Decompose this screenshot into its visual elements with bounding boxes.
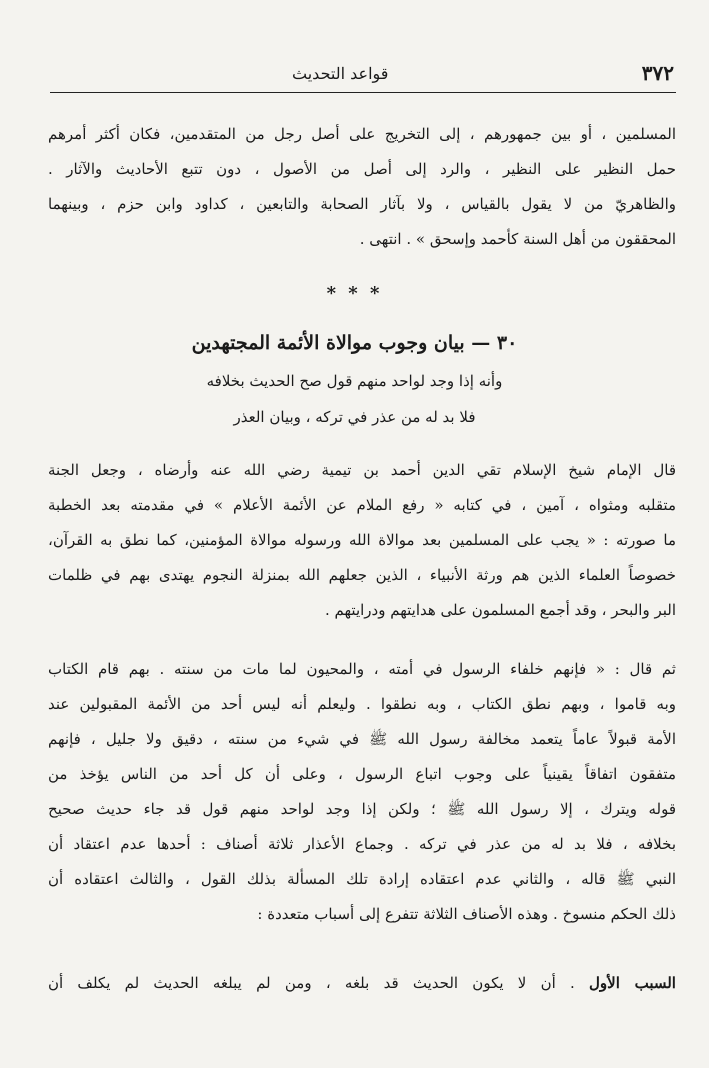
reason-heading: السبب الأول [589,974,676,992]
text-line: المحققون من أهل السنة كأحمد وإسحق » . انتهى . [359,230,676,248]
text-line: والظاهريّ من لا يقول بالقياس ، ولا بآثار الصحابة والتابعين ، كداود وابن حزم ، وبينهما [48,195,676,213]
paragraph-quote [48,652,676,932]
section-separator: * * * [326,283,383,304]
text-line: بخلافه ، فلا بد له من عذر في تركه . وجماع الأعذار ثلاثة أصناف : أحدها عدم اعتقاد أن [48,835,676,853]
section-heading: ٣٠ — بيان وجوب موالاة الأئمة المجتهدين [191,332,518,354]
reason-text: . أن لا يكون الحديث قد بلغه ، ومن لم يبلغه الحديث لم يكلف أن [48,974,575,992]
page-header [52,58,674,88]
page-number: ٣٧٢ [641,61,674,85]
text-line: ما صورته : « يجب على المسلمين بعد موالاة الله ورسوله موالاة المؤمنين، كما نطق به القرآن، [48,531,676,549]
section-subtitle: فلا بد له من عذر في تركه ، وبيان العذر [233,408,476,426]
text-line: وبه قاموا ، وبهم نطق الكتاب ، وبه نطقوا . وليعلم أنه ليس أحد من الأئمة المقبولين عند [48,695,676,713]
text-line: قال الإمام شيخ الإسلام تقي الدين أحمد بن تيمية رضي الله عنه وأرضاه ، وجعل الجنة [48,461,676,479]
intro-paragraph [48,117,676,257]
running-title: قواعد التحديث [292,63,389,83]
text-line: ثم قال : « فإنهم خلفاء الرسول في أمته ، والمحيون لما مات من سنته . بهم قام الكتاب [48,660,676,678]
text-line: البر والبحر ، وقد أجمع المسلمون على هدايتهم ودرايتهم . [324,601,676,619]
text-line: المسلمين ، أو بين جمهورهم ، إلى التخريج على أصل رجل من المتقدمين، فكان أكثر أمرهم [48,125,676,143]
text-line: الأمة قبولاً عاماً يتعمد مخالفة رسول الله ﷺ في شيء من سنته ، دقيق ولا جليل ، فإنهم [48,730,676,748]
text-line: ذلك الحكم منسوخ . وهذه الأصناف الثلاثة تتفرع إلى أسباب متعددة : [257,905,676,923]
paragraph-ibn-taymiyya [48,453,676,628]
paragraph-first-reason [48,966,676,1001]
header-rule [50,92,676,93]
text-line: قوله ويترك ، إلا رسول الله ﷺ ؛ ولكن إذا وجد لواحد منهم قول قد جاء حديث صحيح [48,800,676,818]
section-subtitle: وأنه إذا وجد لواحد منهم قول صح الحديث بخلافه [206,372,503,390]
text-line: متقلبه ومثواه ، آمين ، في كتابه « رفع الملام عن الأئمة الأعلام » في مقدمته بعد الخطبة [48,496,676,514]
text-line: حمل النظير على النظير ، والرد إلى أصل من الأصول ، دون تتبع الأحاديث والآثار . [48,160,676,178]
text-line: النبي ﷺ قاله ، والثاني عدم اعتقاده إرادة تلك المسألة بذلك القول ، والثالث اعتقاده أن [48,870,676,888]
text-line [48,966,676,1001]
text-line: متفقون اتفاقاً يقينياً على وجوب اتباع الرسول ، وعلى أن كل أحد من الناس يؤخذ من [48,765,676,783]
text-line: خصوصاً العلماء الذين هم ورثة الأنبياء ، الذين جعلهم الله بمنزلة النجوم يهتدى بهم في ظلمات [48,566,676,584]
